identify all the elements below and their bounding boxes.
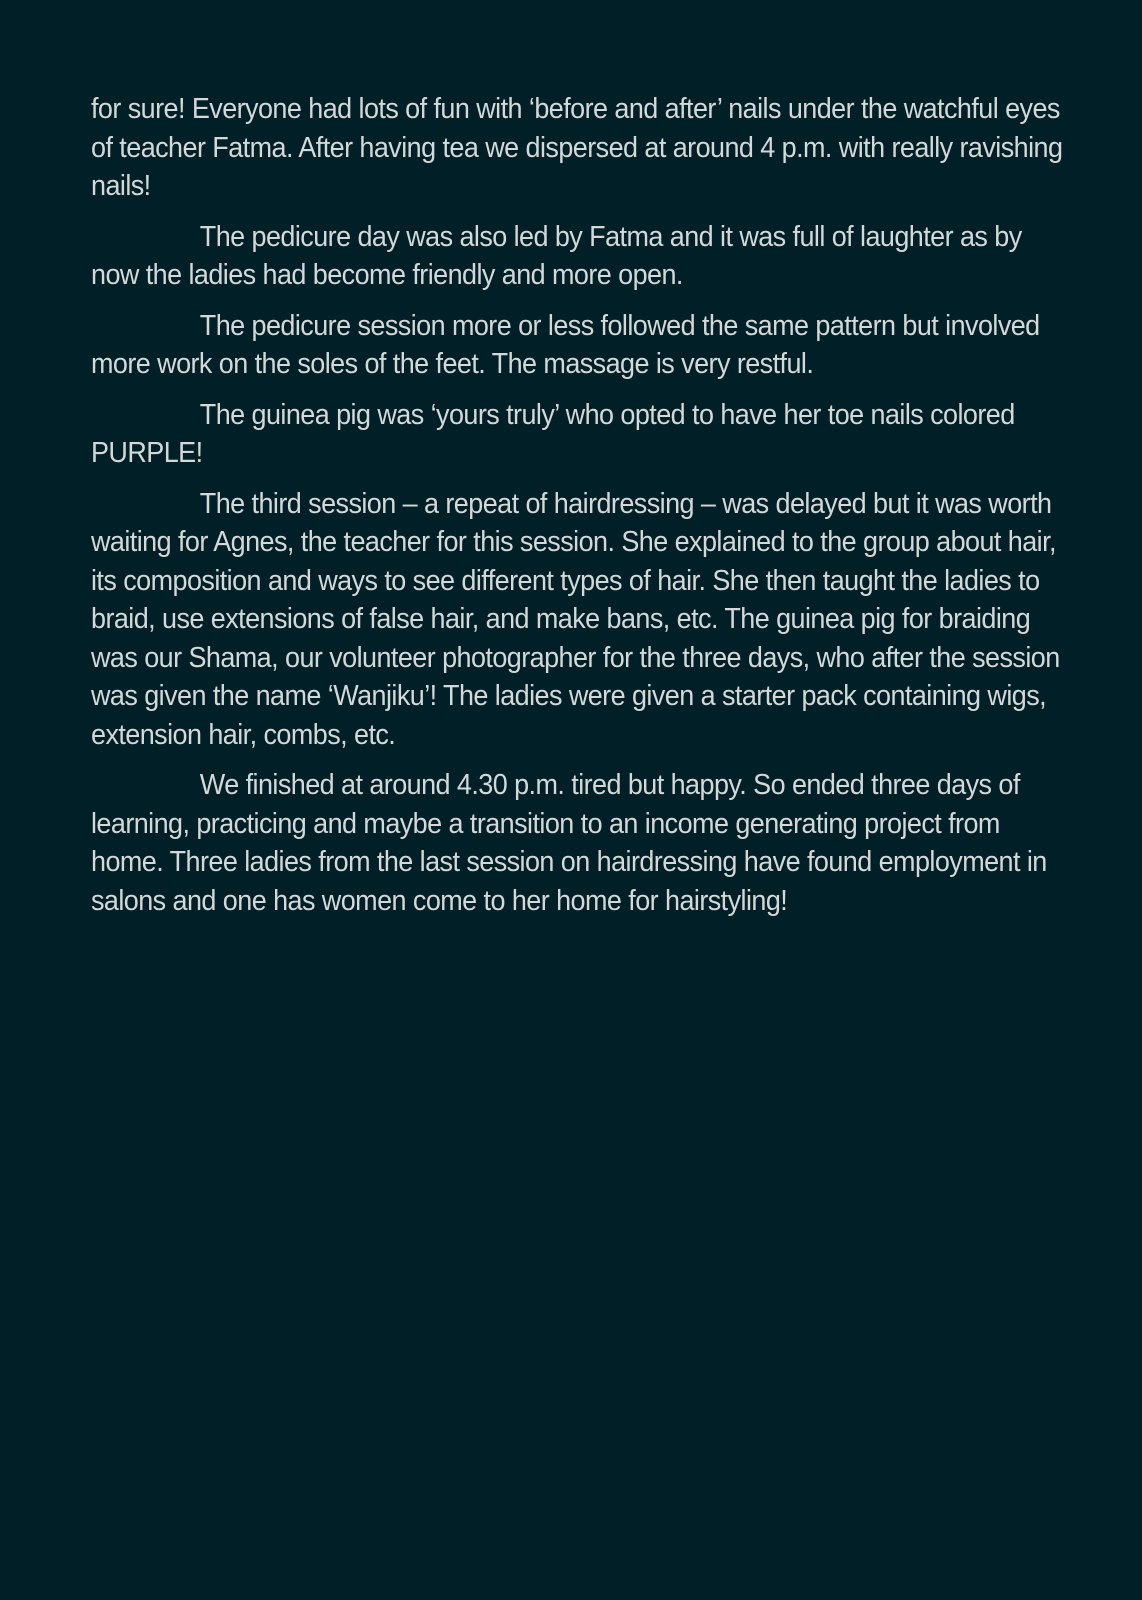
paragraph-continued: for sure! Everyone had lots of fun with ‘before and after’ nails under the watchful eyes of teacher Fatma. After having tea we dispersed at around 4 p.m. with really ravishing nails!: [91, 93, 1063, 202]
paragraph-pedicure-day: The pedicure day was also led by Fatma and it was full of laughter as by now the ladies had become friendly and more open.: [91, 220, 1022, 291]
paragraph-third-session: The third session – a repeat of hairdressing – was delayed but it was worth waiting for Agnes, the teacher for this session. She explained to the group about hair, its composition and ways to see different types of hair. She then taught the ladies to braid, use extensions of false hair, and make bans, etc. The guinea pig for braiding was our Shama, our volunteer photographer for the three days, who after the session was given the name ‘Wanjiku’! The ladies were given a starter pack containing wigs, extension hair, combs, etc.: [91, 487, 1060, 751]
paragraph-conclusion: We finished at around 4.30 p.m. tired but happy. So ended three days of learning, practicing and maybe a transition to an income generating project from home. Three ladies from the last session on hairdressing have found employment in salons and one has women come to her home for hairstyling!: [91, 769, 1047, 917]
body-text: [91, 90, 1068, 932]
paragraph-pedicure-session: The pedicure session more or less followed the same pattern but involved more work on the soles of the feet. The massage is very restful.: [91, 309, 1040, 380]
paragraph-guinea-pig: The guinea pig was ‘yours truly’ who opted to have her toe nails colored PURPLE!: [91, 398, 1015, 469]
